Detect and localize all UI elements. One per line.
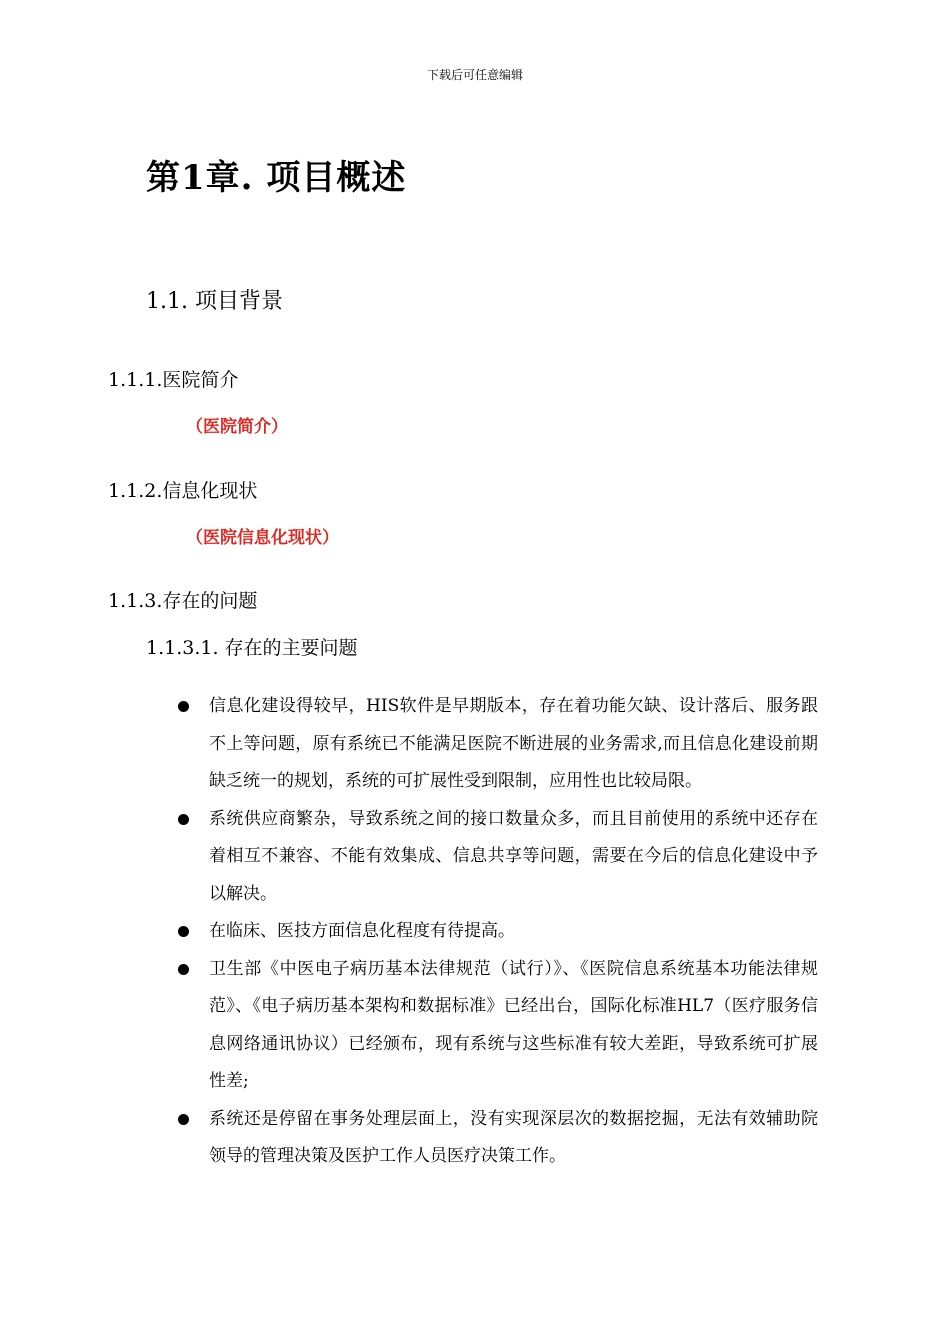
issue-text: 系统供应商繁杂，导致系统之间的接口数量众多，而且目前使用的系统中还存在着相互不兼容、不能有效集成、信息共享等问题，需要在今后的信息化建设中予以解决。 bbox=[209, 808, 818, 904]
bullet-icon bbox=[178, 814, 189, 825]
page-header-note: 下载后可任意编辑 bbox=[426, 68, 523, 82]
chapter-title: 第1章. 项目概述 bbox=[146, 158, 407, 198]
bullet-icon bbox=[178, 701, 189, 712]
subsection-title-it-status: 1.1.2.信息化现状 bbox=[108, 480, 258, 502]
subsection-title-hospital-intro: 1.1.1.医院简介 bbox=[108, 369, 239, 391]
placeholder-hospital-intro: （医院简介） bbox=[186, 417, 288, 437]
list-item bbox=[178, 913, 818, 951]
list-item bbox=[178, 951, 818, 1101]
section-title: 1.1. 项目背景 bbox=[146, 289, 283, 314]
subsubsection-title-main-problems: 1.1.3.1. 存在的主要问题 bbox=[146, 637, 358, 659]
issue-text: 在临床、医技方面信息化程度有待提高。 bbox=[209, 921, 515, 941]
bullet-icon bbox=[178, 964, 189, 975]
issue-list bbox=[178, 688, 818, 1176]
issue-text: 信息化建设得较早，HIS软件是早期版本，存在着功能欠缺、设计落后、服务跟不上等问题，原有系统已不能满足医院不断进展的业务需求,而且信息化建设前期缺乏统一的规划，系统的可扩展性受到限制，应用性也比较局限。 bbox=[209, 696, 818, 791]
bullet-icon bbox=[178, 926, 189, 937]
issue-text: 系统还是停留在事务处理层面上，没有实现深层次的数据挖掘，无法有效辅助院领导的管理决策及医护工作人员医疗决策工作。 bbox=[209, 1108, 818, 1166]
issue-text: 卫生部《中医电子病历基本法律规范（试行）》、《医院信息系统基本功能法律规范》、《电子病历基本架构和数据标准》已经出台，国际化标准HL7（医疗服务信息网络通讯协议）已经颁布，现有系统与这些标准有较大差距，导致系统可扩展性差; bbox=[209, 958, 818, 1091]
bullet-icon bbox=[178, 1114, 189, 1125]
list-item bbox=[178, 1101, 818, 1176]
placeholder-it-status: （医院信息化现状） bbox=[186, 528, 339, 548]
subsection-title-problems: 1.1.3.存在的问题 bbox=[108, 590, 258, 612]
list-item bbox=[178, 801, 818, 914]
list-item bbox=[178, 688, 818, 801]
